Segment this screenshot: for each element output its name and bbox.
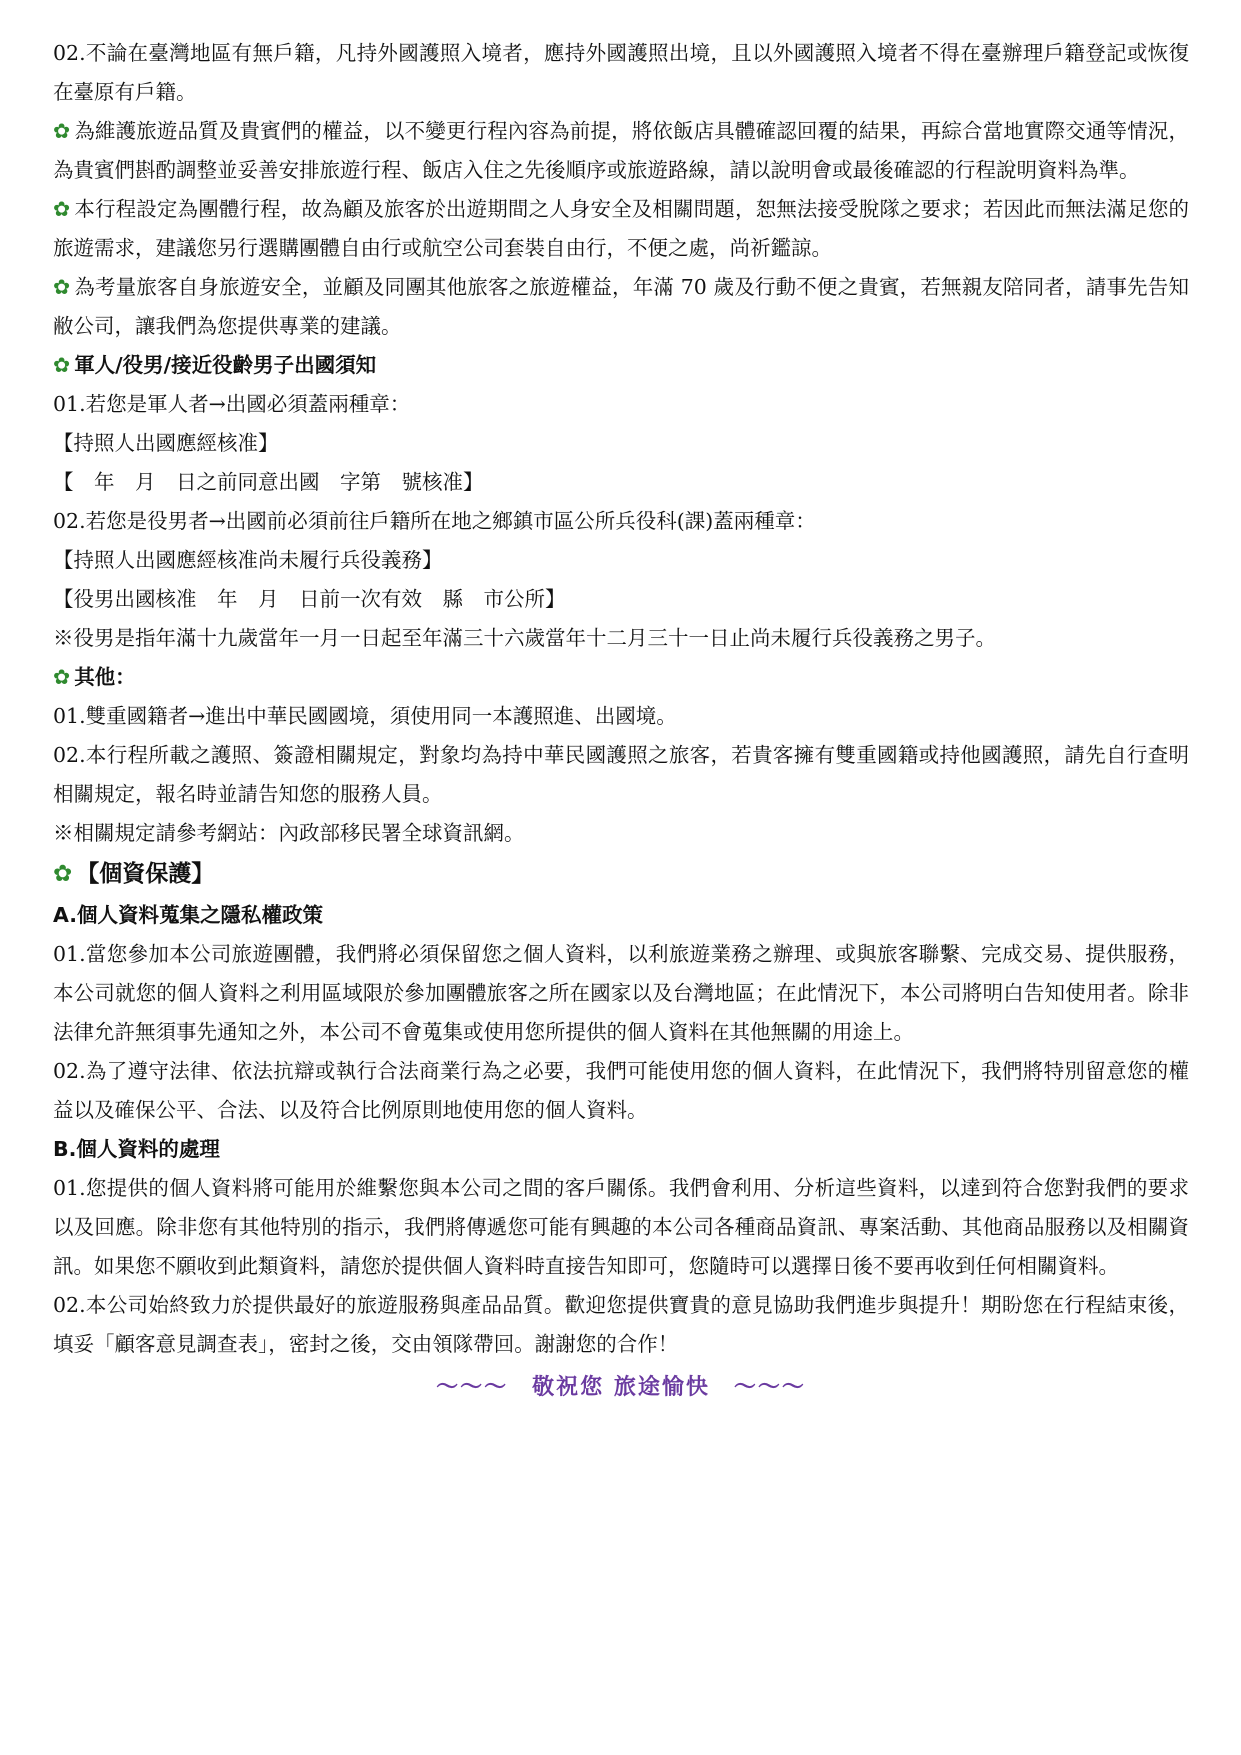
privacy-b-heading: B.個人資料的處理: [53, 1137, 220, 1161]
flower-icon: ✿: [53, 197, 71, 221]
other-item-01: 01.雙重國籍者→進出中華民國國境，須使用同一本護照進、出國境。: [53, 704, 677, 728]
privacy-b-02: 02.本公司始終致力於提供最好的旅遊服務與產品品質。歡迎您提供寶貴的意見協助我們進步與提升！期盼您在行程結束後，填妥「顧客意見調查表」，密封之後，交由領隊帶回。謝謝您的合作！: [53, 1293, 1189, 1356]
military-item-02: 02.若您是役男者→出國前必須前往戶籍所在地之鄉鎮市區公所兵役科(課)蓋兩種章：: [53, 509, 816, 533]
military-item-01: 01.若您是軍人者→出國必須蓋兩種章：: [53, 392, 411, 416]
military-stamp-2: 【 年 月 日之前同意出國 字第 號核准】: [53, 470, 484, 494]
flower-icon: ✿: [53, 665, 71, 689]
flower-icon: ✿: [53, 861, 73, 887]
flower-icon: ✿: [53, 275, 71, 299]
military-heading: ✿ 軍人/役男/接近役齡男子出國須知: [53, 353, 377, 377]
flower-icon: ✿: [53, 119, 71, 143]
closing-greeting: ～～～ 敬祝您 旅途愉快 ～～～: [436, 1375, 806, 1400]
note-elderly: ✿ 為考量旅客自身旅遊安全，並顧及同團其他旅客之旅遊權益，年滿 70 歲及行動不便之貴賓，若無親友陪同者，請事先告知敝公司，讓我們為您提供專業的建議。: [53, 275, 1189, 338]
privacy-a-heading: A.個人資料蒐集之隱私權政策: [53, 903, 324, 927]
other-heading: ✿ 其他：: [53, 665, 136, 689]
military-note: ※役男是指年滿十九歲當年一月一日起至年滿三十六歲當年十二月三十一日止尚未履行兵役義務之男子。: [53, 626, 996, 650]
flower-icon: ✿: [53, 353, 71, 377]
other-item-02: 02.本行程所載之護照、簽證相關規定，對象均為持中華民國護照之旅客，若貴客擁有雙重國籍或持他國護照，請先自行查明相關規定，報名時並請告知您的服務人員。: [53, 743, 1189, 806]
military-stamp-1: 【持照人出國應經核准】: [53, 431, 279, 455]
privacy-b-01: 01.您提供的個人資料將可能用於維繫您與本公司之間的客戶關係。我們會利用、分析這些資料，以達到符合您對我們的要求以及回應。除非您有其他特別的指示，我們將傳遞您可能有興趣的本公司各種商品資訊、專案活動、其他商品服務以及相關資訊。如果您不願收到此類資料，請您於提供個人資料時直接告知即可，您隨時可以選擇日後不要再收到任何相關資料。: [53, 1176, 1189, 1278]
privacy-heading: ✿ 【個資保護】: [53, 861, 215, 887]
military-stamp-3: 【持照人出國應經核准尚未履行兵役義務】: [53, 548, 443, 572]
military-stamp-4: 【役男出國核准 年 月 日前一次有效 縣 市公所】: [53, 587, 566, 611]
privacy-a-02: 02.為了遵守法律、依法抗辯或執行合法商業行為之必要，我們可能使用您的個人資料，在此情況下，我們將特別留意您的權益以及確保公平、合法、以及符合比例原則地使用您的個人資料。: [53, 1059, 1189, 1122]
note-quality: ✿ 為維護旅遊品質及貴賓們的權益，以不變更行程內容為前提，將依飯店具體確認回覆的結果，再綜合當地實際交通等情況，為貴賓們斟酌調整並妥善安排旅遊行程、飯店入住之先後順序或旅遊路線，請以說明會或最後確認的行程說明資料為準。: [53, 119, 1189, 182]
privacy-a-01: 01.當您參加本公司旅遊團體，我們將必須保留您之個人資料，以利旅遊業務之辦理、或與旅客聯繫、完成交易、提供服務，本公司就您的個人資料之利用區域限於參加團體旅客之所在國家以及台灣地區；在此情況下，本公司將明白告知使用者。除非法律允許無須事先通知之外，本公司不會蒐集或使用您所提供的個人資料在其他無關的用途上。: [53, 942, 1189, 1044]
other-note: ※相關規定請參考網站：內政部移民署全球資訊網。: [53, 821, 525, 845]
passport-item-02: 02.不論在臺灣地區有無戶籍，凡持外國護照入境者，應持外國護照出境，且以外國護照入境者不得在臺辦理戶籍登記或恢復在臺原有戶籍。: [53, 41, 1189, 104]
note-group: ✿ 本行程設定為團體行程，故為顧及旅客於出遊期間之人身安全及相關問題，恕無法接受脫隊之要求；若因此而無法滿足您的旅遊需求，建議您另行選購團體自由行或航空公司套裝自由行，不便之處，尚祈鑑諒。: [53, 197, 1189, 260]
